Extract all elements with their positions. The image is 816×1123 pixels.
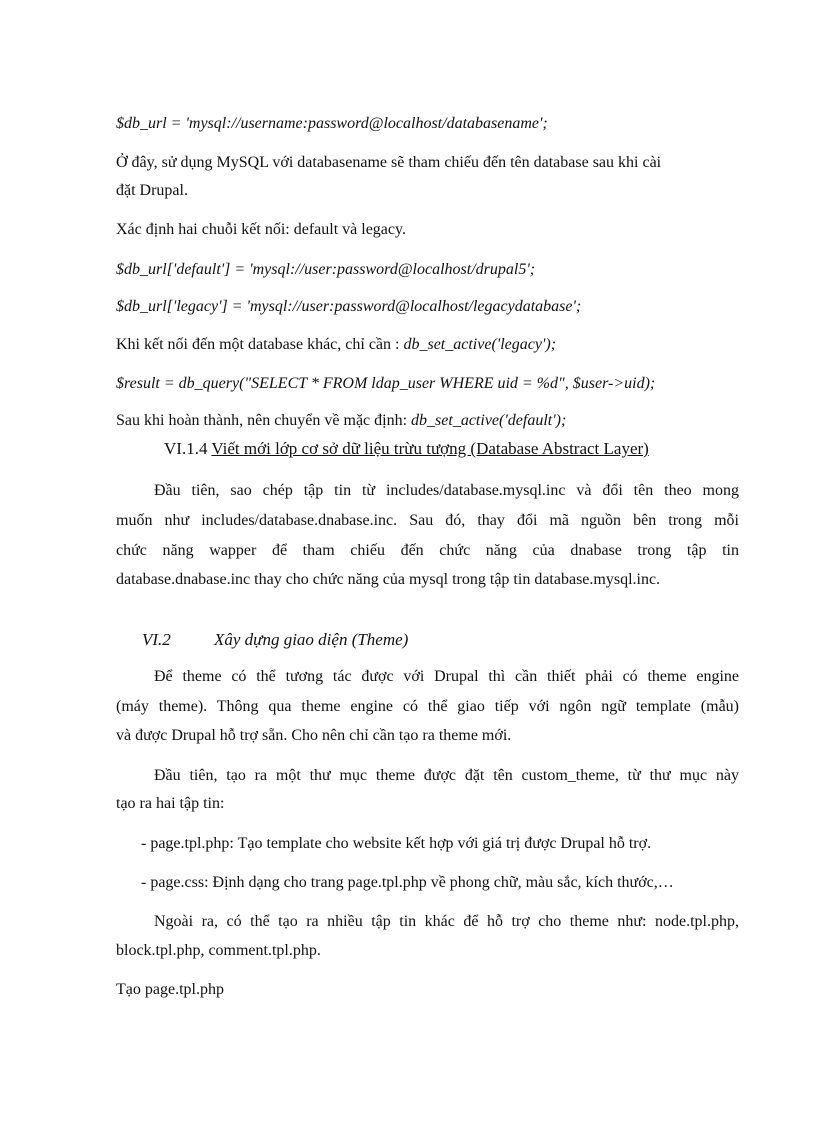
paragraph-theme-line-3: và được Drupal hỗ trợ sẵn. Cho nên chỉ cần tạo ra theme mới. — [116, 727, 512, 744]
set-active-default-code: db_set_active('default'); — [411, 412, 567, 429]
paragraph-folder-line-2: tạo ra hai tập tin: — [116, 795, 225, 812]
paragraph-theme-line-1: Để theme có thể tương tác được với Drupal thì cần thiết phải có theme engine — [154, 668, 739, 685]
paragraph-mysql-line-1: Ở đây, sử dụng MySQL với databasename sẽ tham chiếu đến tên database sau khi cài — [116, 154, 662, 171]
section-title: Viết mới lớp cơ sở dữ liệu trừu tượng (Database Abstract Layer) — [211, 439, 649, 458]
section-number: VI.2 — [142, 630, 171, 649]
paragraph-dal-line-2: muốn như includes/database.dnabase.inc. Sau đó, thay đổi mã nguồn bên trong mỗi — [116, 512, 739, 529]
paragraph-set-active-default — [116, 411, 566, 431]
set-active-legacy-code: db_set_active('legacy'); — [403, 336, 557, 353]
section-heading-vi-2 — [142, 630, 408, 650]
paragraph-mysql-line-2: đặt Drupal. — [116, 182, 188, 199]
paragraph-theme-line-2: (máy theme). Thông qua theme engine có thể giao tiếp với ngôn ngữ template (mẫu) — [116, 698, 739, 715]
paragraph-create-page-tpl: Tạo page.tpl.php — [116, 981, 224, 998]
code-db-query: $result = db_query("SELECT * FROM ldap_user WHERE uid = %d", $user->uid); — [116, 375, 656, 392]
paragraph-dal-line-3: chức năng wapper để tham chiếu đến chức năng của dnabase trong tập tin — [116, 542, 739, 559]
paragraph-dal-line-1: Đầu tiên, sao chép tập tin từ includes/database.mysql.inc và đổi tên theo mong — [154, 482, 739, 499]
code-db-url-default: $db_url['default'] = 'mysql://user:password@localhost/drupal5'; — [116, 261, 536, 278]
paragraph-folder-line-1: Đầu tiên, tạo ra một thư mục theme được đặt tên custom_theme, từ thư mục này — [154, 767, 739, 784]
paragraph-connection-strings: Xác định hai chuỗi kết nối: default và legacy. — [116, 221, 406, 238]
section-title: Xây dựng giao diện (Theme) — [214, 630, 409, 649]
list-item: - page.tpl.php: Tạo template cho website kết hợp với giá trị được Drupal hỗ trợ. — [141, 835, 652, 852]
code-db-url-legacy: $db_url['legacy'] = 'mysql://user:password@localhost/legacydatabase'; — [116, 298, 582, 315]
section-number: VI.1.4 — [164, 439, 208, 458]
section-heading-vi-1-4 — [164, 439, 649, 459]
paragraph-set-active-legacy — [116, 335, 556, 355]
paragraph-dal-line-4: database.dnabase.inc thay cho chức năng của mysql trong tập tin database.mysql.inc. — [116, 571, 661, 588]
paragraph-other-files-line-1: Ngoài ra, có thể tạo ra nhiều tập tin khác để hỗ trợ cho theme như: node.tpl.php, — [154, 913, 739, 930]
paragraph-other-files-line-2: block.tpl.php, comment.tpl.php. — [116, 942, 321, 959]
set-active-default-text: Sau khi hoàn thành, nên chuyển về mặc định: — [116, 412, 412, 429]
set-active-legacy-text: Khi kết nối đến một database khác, chỉ cần : — [116, 336, 404, 353]
code-db-url: $db_url = 'mysql://username:password@localhost/databasename'; — [116, 115, 548, 132]
list-item: - page.css: Định dạng cho trang page.tpl.php về phong chữ, màu sắc, kích thước,… — [141, 874, 674, 891]
